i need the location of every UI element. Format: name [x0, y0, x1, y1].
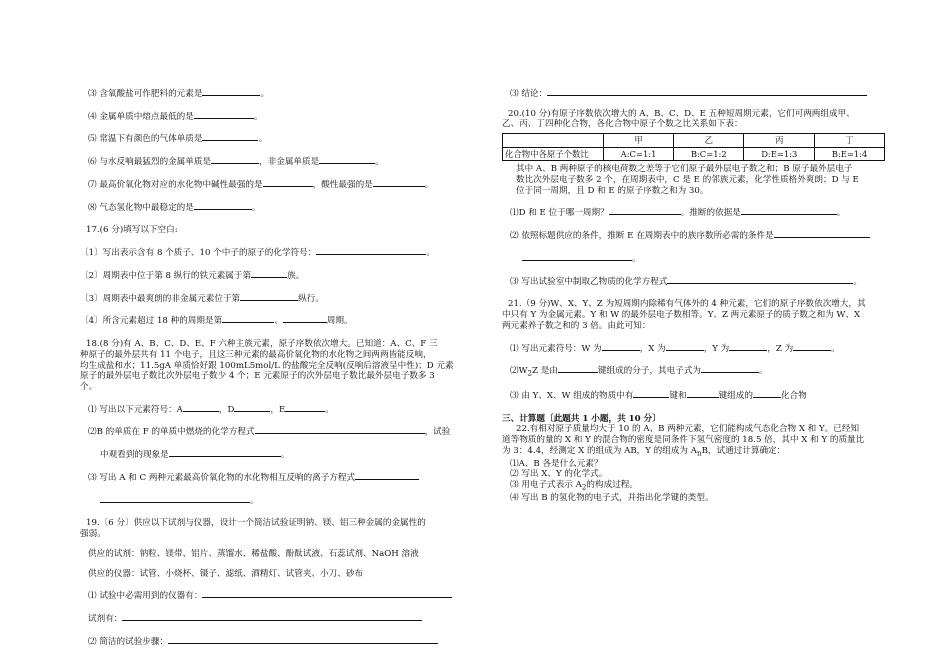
- q19-item-1-reagents: 试剂有：: [80, 611, 462, 625]
- table-header-cell: 丁: [815, 134, 885, 148]
- q20-item-2-cont: 。: [502, 251, 886, 265]
- q22-item-2: ⑵ 写出 X、Y 的化学式。: [510, 469, 608, 480]
- left-column: [80, 86, 462, 648]
- answer-blank[interactable]: [285, 402, 325, 412]
- answer-blank[interactable]: [666, 341, 704, 351]
- q22-item-1: ⑴A、B 各是什么元素？: [510, 458, 603, 469]
- q18-item-2-observe: 中观看到的现象是 。: [80, 447, 462, 461]
- table-header-cell: 甲: [604, 134, 674, 148]
- answer-blank[interactable]: [240, 291, 298, 301]
- q19-item-2: ⑵ 简洁的试验步骤：: [80, 634, 462, 648]
- answer-blank[interactable]: [263, 177, 313, 187]
- answer-blank[interactable]: [667, 274, 853, 284]
- answer-blank[interactable]: [194, 109, 254, 119]
- q18-paragraph: 18.(8 分)有 A、B、C、D、E、F 六种主族元素，原子序数依次增大。已知道：A、C、F 三 种原子的最外层共有 11 个电子，且这三种元素的最高价氧化物的水化物之间两两皆能反响， 均生成盐和水；11.5gA 单质恰好跟 100mL5mol/L 的盐酸完全反响(反响后溶液呈中性)；D 元素 原子的最外层电子数比次外层电子数少 4 个；E 元素原子的次外层电子数比最外层电子数多 3 个。: [80, 339, 454, 393]
- q18-item-3-cont: 。: [80, 493, 462, 507]
- q21-paragraph: 21.（9 分)W、X、Y、Z 为短周期内除稀有气体外的 4 种元素，它们的原子序数依次增大，其 中只有 Y 为金属元素。Y 和 W 的最外层电子数相等。Y、Z 两元素原子的质子数之和为 W、X 两元素养子数之和的 3 倍。由此可知：: [502, 299, 866, 331]
- q17-item-1: 〔1〕写出表示含有 8 个质子、10 个中子的原子的化学符号： 。: [80, 245, 462, 259]
- answer-blank[interactable]: [633, 388, 669, 398]
- q20-title: 20.(10 分)有原子序数依次增大的 A、B、C、D、E 五种短周期元素，它们可两两组成甲、: [508, 108, 855, 119]
- q22-item-4: ⑷ 写出 B 的氢化物的电子式，并指出化学键的类型。: [510, 492, 714, 503]
- answer-blank[interactable]: [729, 341, 767, 351]
- answer-blank[interactable]: [793, 341, 831, 351]
- answer-blank[interactable]: [687, 388, 719, 398]
- answer-blank[interactable]: [169, 447, 281, 457]
- q21-item-1: ⑴ 写出元素符号：W 为 ，X 为 ，Y 为 ，Z 为 。: [502, 341, 886, 355]
- q19-item-1: ⑴ 试验中必需用到的仪器有：: [80, 588, 462, 602]
- answer-blank[interactable]: [194, 200, 252, 210]
- table-cell: B:E=1:4: [815, 147, 885, 161]
- q19-title: 19.〔6 分〕供应以下试剂与仪器，设计一个简洁试验证明钠、镁、铝三种金属的金属性的: [86, 518, 426, 529]
- answer-blank[interactable]: [202, 131, 258, 141]
- q16-line-4: ⑷ 金属单质中熔点最低的是 。: [80, 109, 462, 123]
- q17-title: 17.(6 分)填写以下空白:: [86, 225, 178, 236]
- answer-blank[interactable]: [202, 86, 260, 96]
- answer-blank[interactable]: [609, 205, 681, 215]
- q16-line-5: ⑸ 常温下有颜色的气体单质是 。: [80, 131, 462, 145]
- section-3-heading: 三、计算题〔此题共 1 小题，共 10 分〕: [502, 413, 661, 424]
- q20-item-2: ⑵ 依照标题供应的条件，推断 E 在周期表中的族序数所必需的条件是: [502, 228, 886, 242]
- answer-blank[interactable]: [319, 154, 375, 164]
- answer-blank[interactable]: [211, 154, 259, 164]
- q19-title-cont: 强弱。: [80, 529, 106, 540]
- answer-blank[interactable]: [234, 402, 270, 412]
- answer-blank[interactable]: [122, 611, 422, 621]
- q18-item-2: ⑵B 的单质在 F 的单质中燃烧的化学方程式 ，试验: [80, 424, 462, 438]
- table-header-cell: [503, 134, 604, 148]
- answer-blank[interactable]: [283, 313, 327, 323]
- table-header-cell: 丙: [744, 134, 815, 148]
- answer-blank[interactable]: [168, 634, 438, 644]
- q20-item-1: ⑴D 和 E 位于哪一周期？ 。推断的依据是 。: [502, 205, 886, 219]
- answer-blank[interactable]: [373, 177, 425, 187]
- q16-line-6: ⑹ 与水反响最猛烈的金属单质是 ，非金属单质是 。: [80, 154, 462, 168]
- answer-blank[interactable]: [316, 245, 426, 255]
- q16-line-8: ⑻ 气态氢化物中最稳定的是 。: [80, 200, 462, 214]
- q17-item-3: 〔3〕周期表中最爽朗的非金属元素位于第 纵行。: [80, 291, 462, 305]
- q22-item-3: ⑶ 用电子式表示 $A_2$的构成过程。: [510, 480, 638, 492]
- q20-title-cont: 乙、丙、丁四种化合物，各化合物中原子个数之比关系如下表：: [502, 119, 743, 130]
- right-column: [502, 86, 886, 503]
- answer-blank[interactable]: [355, 470, 419, 480]
- q18-item-3: ⑶ 写出 A 和 C 两种元素最高价氧化物的水化物相互反响的离子方程式: [80, 470, 462, 484]
- table-header-row: [503, 134, 885, 148]
- table-cell: A:C=1:1: [604, 147, 674, 161]
- answer-blank[interactable]: [255, 424, 425, 434]
- answer-blank[interactable]: [202, 588, 452, 598]
- table-row: [503, 147, 885, 161]
- answer-blank[interactable]: [251, 268, 287, 278]
- answer-blank[interactable]: [741, 205, 837, 215]
- q19-reagents: 供应的试剂：钠粒、镁带、铝片、蒸馏水、稀盐酸、酚酞试液、石蕊试剂、NaOH 溶液: [88, 548, 419, 559]
- table-cell: B:C=1:2: [674, 147, 744, 161]
- answer-blank[interactable]: [774, 228, 870, 238]
- q18-item-1: ⑴ 写出以下元素符号：A ，D ，E 。: [80, 402, 462, 416]
- answer-blank[interactable]: [183, 402, 219, 412]
- q16-line-3: ⑶ 含氧酸盐可作肥料的元素是 。: [80, 86, 462, 100]
- answer-blank[interactable]: [222, 313, 274, 323]
- q19-instruments: 供应的仪器：试管、小烧杯、镊子、滤纸、酒精灯、试管夹、小刀、砂布: [88, 568, 364, 579]
- table-cell: D:E=1:3: [744, 147, 815, 161]
- answer-blank[interactable]: [753, 388, 781, 398]
- answer-blank[interactable]: [602, 341, 640, 351]
- q16-line-7: ⑺ 最高价氧化物对应的水化物中碱性最强的是 ，酸性最强的是 。: [80, 177, 462, 191]
- ratio-table: [502, 133, 885, 161]
- table-header-cell: 乙: [674, 134, 744, 148]
- q20-paragraph: 其中 A、B 两种原子的核电荷数之差等于它们原子最外层电子数之和；B 原子最外层电子 数比次外层电子数多 2 个，在周期表中，C 是 E 的邻族元素，化学性质格外爽朗；D 与 E 位于同一周期，且 D 和 E 的原子序数之和为 30。: [516, 164, 859, 196]
- answer-blank[interactable]: [522, 251, 632, 261]
- q17-item-4: 〔4〕所含元素超过 18 种的周期是第 、 周期。: [80, 313, 462, 327]
- q21-item-2: $⑵W_2Z$ 是由 键组成的分子，其电子式为 。: [502, 363, 886, 379]
- table-row-label: 化合物中各原子个数比: [503, 147, 604, 161]
- answer-blank[interactable]: [547, 86, 867, 96]
- answer-blank[interactable]: [558, 363, 598, 373]
- answer-blank[interactable]: [701, 363, 759, 373]
- q21-item-3: ⑶ 由 Y、X、W 组成的物质中有 键和 键组成的 化合物: [502, 388, 886, 402]
- q17-item-2: 〔2〕周期表中位于第 8 纵行的铁元素属于第 族。: [80, 268, 462, 282]
- q19-item-3: ⑶ 结论：: [502, 86, 886, 100]
- q20-item-3: ⑶ 写出试验室中制取乙物质的化学方程式 。: [502, 274, 886, 288]
- q22-paragraph: 22.有相对原子质量均大于 10 的 A、B 两种元素，它们能构成气态化合物 X 和 Y。已经知 道等物质的量的 X 和 Y 的混合物的密度是同条件下氢气密度的 18.5 倍，其中 X 和 Y 的质量比 为 3：4.4，经测定 X 的组成为 AB，Y 的组成为 $A_nB$，试通过计算确定：: [502, 424, 865, 458]
- answer-blank[interactable]: [100, 493, 250, 503]
